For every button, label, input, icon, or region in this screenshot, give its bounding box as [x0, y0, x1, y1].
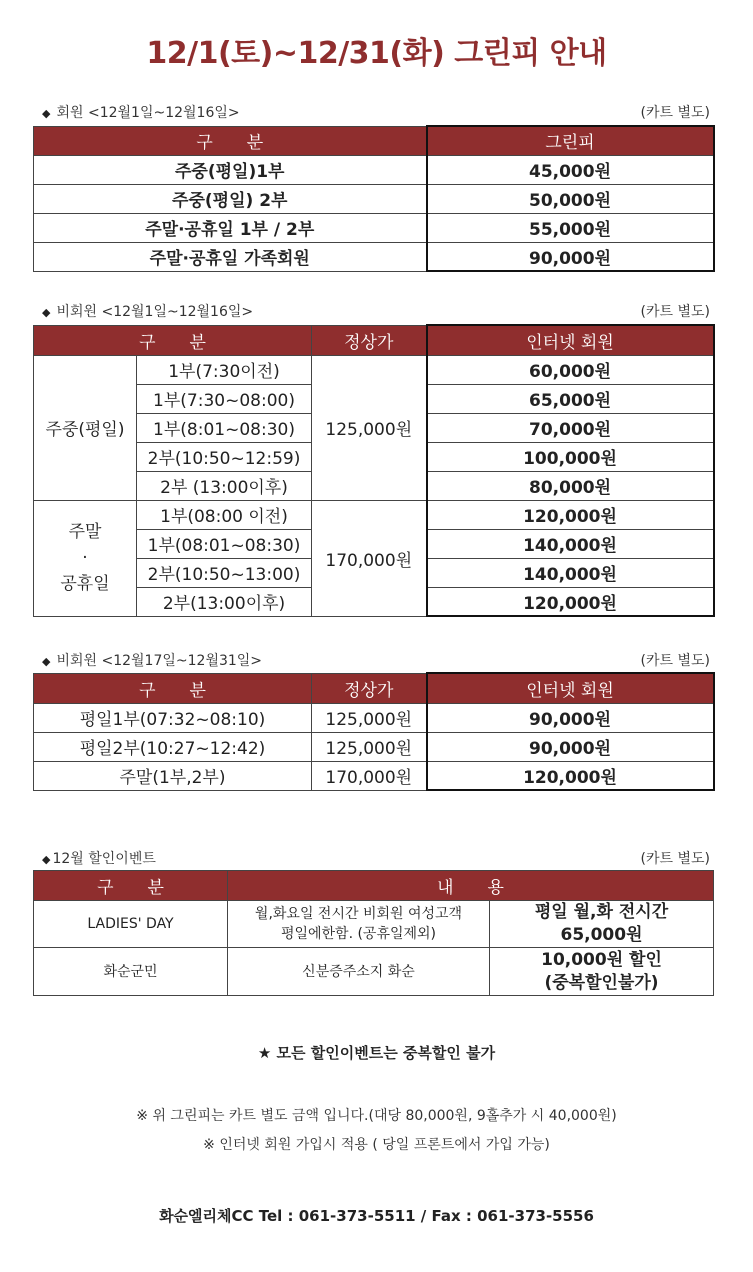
table-cell: 55,000원	[427, 213, 714, 242]
table-row	[34, 242, 714, 271]
table-row	[34, 155, 714, 184]
table-cell: 65,000원	[427, 384, 714, 413]
table-cell: 120,000원	[427, 587, 714, 616]
section-member-label	[42, 102, 240, 122]
cart-note: (카트 별도)	[640, 851, 710, 867]
table-row	[34, 355, 714, 384]
table-row	[34, 761, 714, 790]
table-cell: 2부 (13:00이후)	[137, 471, 312, 500]
column-header: 정상가	[312, 325, 427, 355]
section-event-label-text: 12월 할인이벤트	[52, 851, 156, 867]
table-row	[34, 213, 714, 242]
table-cell: 140,000원	[427, 529, 714, 558]
table-cell: 1부(08:00 이전)	[137, 500, 312, 529]
cart-fee-note: ※ 위 그린피는 카트 별도 금액 입니다.(대당 80,000원, 9홀추가 시 40,000원)	[136, 1108, 617, 1124]
event-benefit-line: 65,000원	[560, 925, 643, 945]
table-cell: 1부(8:01~08:30)	[137, 413, 312, 442]
table-cell: 90,000원	[427, 703, 714, 732]
table-row	[34, 901, 714, 948]
nonmember-late-fee-table	[33, 672, 715, 791]
table-cell: 170,000원	[312, 761, 427, 790]
table-header-row	[34, 871, 714, 901]
column-header: 구 분	[34, 673, 312, 703]
section-nonmember-early-label-text: 비회원 <12월1일~12월16일>	[56, 304, 254, 320]
table-row	[34, 703, 714, 732]
nonmember-early-fee-table	[33, 324, 715, 617]
regular-price-cell: 125,000원	[312, 355, 427, 500]
table-cell: 2부(10:50~12:59)	[137, 442, 312, 471]
page-title: 12/1(토)~12/31(화) 그린피 안내	[146, 36, 607, 71]
group-weekend-top: 주말	[68, 522, 102, 542]
table-cell: 1부(7:30~08:00)	[137, 384, 312, 413]
event-benefit-cell	[490, 948, 714, 996]
table-cell: 주중(평일) 2부	[34, 184, 427, 213]
group-weekend-bottom: 공휴일	[60, 574, 110, 594]
column-header: 그린피	[427, 126, 714, 155]
diamond-icon: ◆	[42, 655, 51, 668]
event-condition-cell: 신분증주소지 화순	[228, 948, 490, 996]
table-cell: 120,000원	[427, 761, 714, 790]
group-cell-weekday: 주중(평일)	[34, 355, 137, 500]
group-cell-weekend	[34, 500, 137, 616]
table-cell: 50,000원	[427, 184, 714, 213]
event-name-cell: LADIES' DAY	[34, 901, 228, 948]
table-header-row	[34, 126, 714, 155]
table-cell: 평일1부(07:32~08:10)	[34, 703, 312, 732]
event-condition-cell	[228, 901, 490, 948]
column-header: 구 분	[34, 126, 427, 155]
table-cell: 주말(1부,2부)	[34, 761, 312, 790]
column-header: 인터넷 회원	[427, 325, 714, 355]
table-cell: 70,000원	[427, 413, 714, 442]
discount-event-table	[33, 870, 714, 996]
table-cell: 2부(13:00이후)	[137, 587, 312, 616]
diamond-icon: ◆	[42, 853, 51, 866]
table-row	[34, 500, 714, 529]
group-weekend-dot: ·	[82, 548, 88, 568]
table-cell: 90,000원	[427, 242, 714, 271]
column-header: 구 분	[34, 325, 312, 355]
cart-note: (카트 별도)	[640, 653, 710, 669]
table-cell: 90,000원	[427, 732, 714, 761]
table-row	[34, 732, 714, 761]
event-benefit-line: 10,000원 할인	[541, 949, 662, 970]
event-condition-line: 평일에한함. (공휴일제외)	[280, 926, 437, 942]
table-cell: 평일2부(10:27~12:42)	[34, 732, 312, 761]
table-row	[34, 184, 714, 213]
table-row	[34, 948, 714, 996]
member-fee-table	[33, 125, 715, 272]
event-name-cell: 화순군민	[34, 948, 228, 996]
table-cell: 주중(평일)1부	[34, 155, 427, 184]
table-cell: 1부(7:30이전)	[137, 355, 312, 384]
table-cell: 주말·공휴일 1부 / 2부	[34, 213, 427, 242]
table-cell: 80,000원	[427, 471, 714, 500]
internet-member-note: ※ 인터넷 회원 가입시 적용 ( 당일 프론트에서 가입 가능)	[203, 1137, 550, 1153]
event-condition-line: 월,화요일 전시간 비회원 여성고객	[254, 906, 463, 922]
table-cell: 120,000원	[427, 500, 714, 529]
cart-note: (카트 별도)	[640, 304, 710, 320]
event-benefit-line: (중복할인불가)	[544, 972, 659, 993]
event-benefit-cell	[490, 901, 714, 948]
column-header: 정상가	[312, 673, 427, 703]
column-header: 내 용	[228, 871, 714, 901]
section-nonmember-late-label-text: 비회원 <12월17일~12월31일>	[56, 653, 263, 669]
section-nonmember-early-label	[42, 301, 253, 321]
column-header: 인터넷 회원	[427, 673, 714, 703]
table-header-row	[34, 673, 714, 703]
section-event-label	[42, 848, 156, 868]
table-cell: 125,000원	[312, 732, 427, 761]
table-cell: 1부(08:01~08:30)	[137, 529, 312, 558]
event-benefit-line: 평일 월,화 전시간	[534, 902, 669, 922]
table-cell: 2부(10:50~13:00)	[137, 558, 312, 587]
regular-price-cell: 170,000원	[312, 500, 427, 616]
diamond-icon: ◆	[42, 306, 51, 319]
table-cell: 45,000원	[427, 155, 714, 184]
diamond-icon: ◆	[42, 107, 51, 120]
table-cell: 140,000원	[427, 558, 714, 587]
table-cell: 100,000원	[427, 442, 714, 471]
table-header-row	[34, 325, 714, 355]
no-duplicate-discount-note: ★ 모든 할인이벤트는 중복할인 불가	[257, 1044, 496, 1062]
table-cell: 60,000원	[427, 355, 714, 384]
section-nonmember-late-label	[42, 650, 262, 670]
section-member-label-text: 회원 <12월1일~12월16일>	[56, 105, 240, 121]
contact-info: 화순엘리체CC Tel : 061-373-5511 / Fax : 061-373-5556	[159, 1207, 594, 1225]
table-cell: 125,000원	[312, 703, 427, 732]
column-header: 구 분	[34, 871, 228, 901]
cart-note: (카트 별도)	[640, 105, 710, 121]
table-cell: 주말·공휴일 가족회원	[34, 242, 427, 271]
